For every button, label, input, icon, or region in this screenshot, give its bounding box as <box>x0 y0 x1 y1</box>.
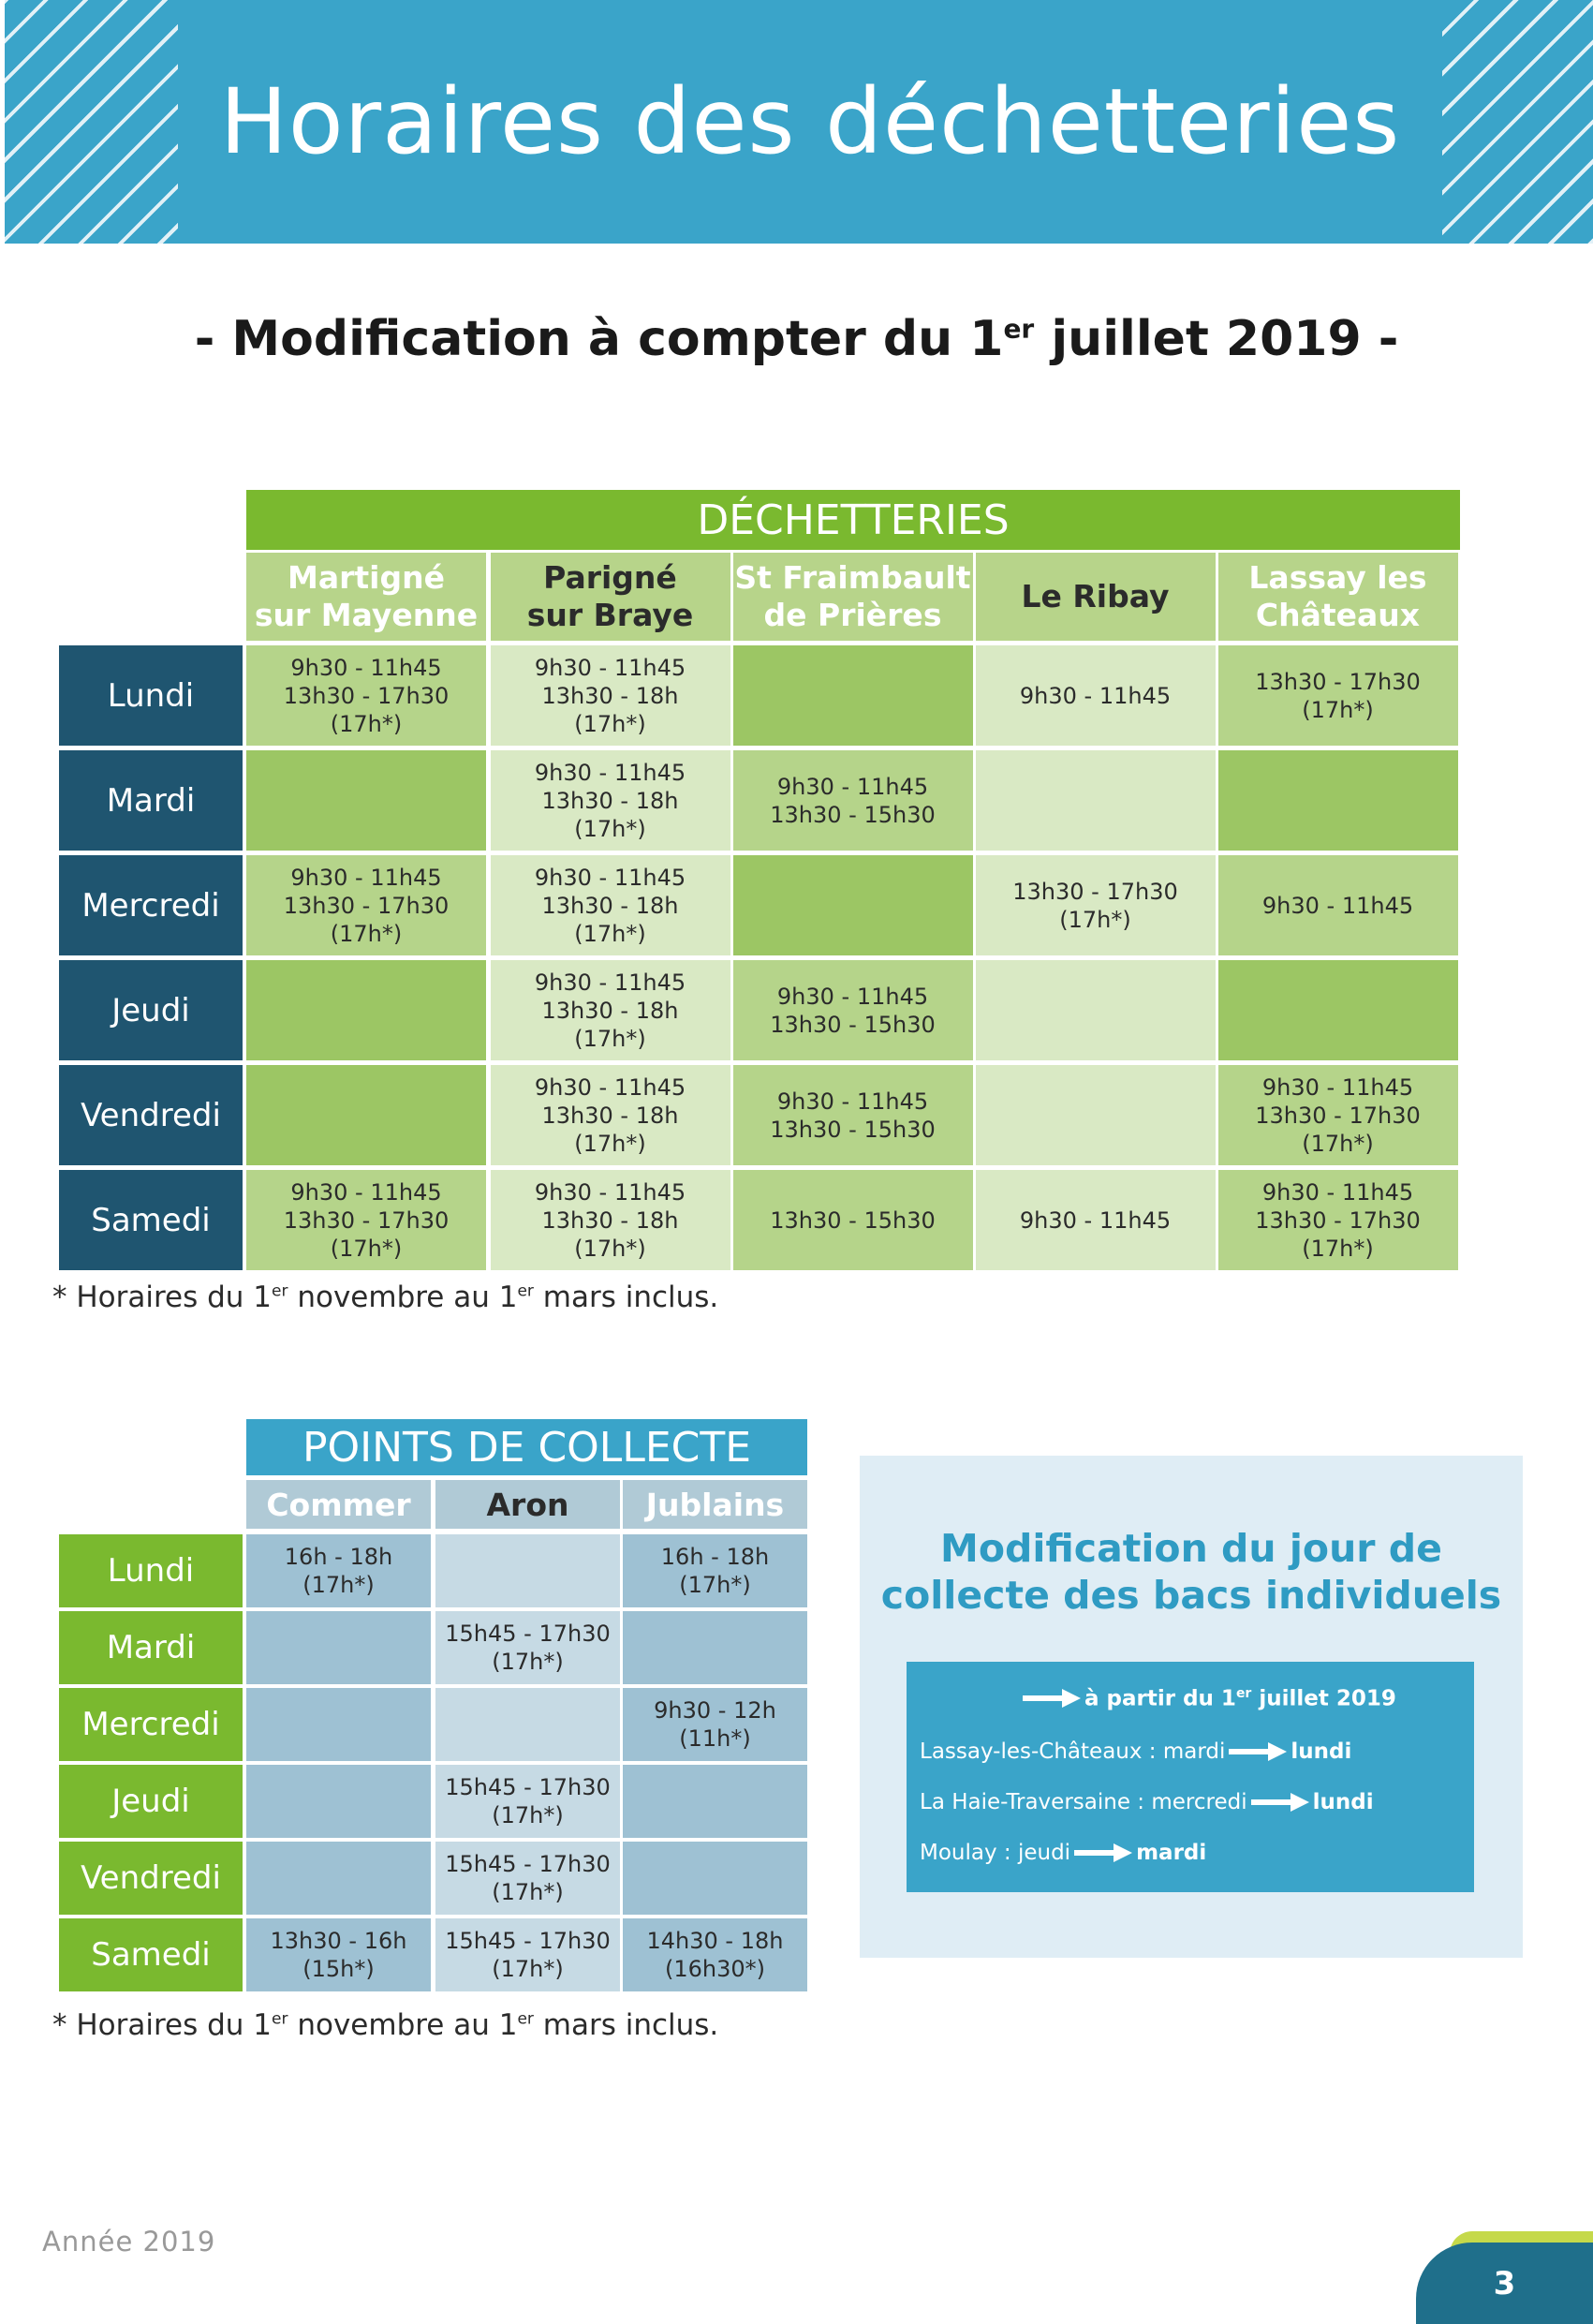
collecte-cell <box>246 1765 431 1838</box>
collecte-hours: 9h30 - 12h (11h*) <box>654 1697 776 1752</box>
collecte-cell <box>623 1688 807 1761</box>
row-day-lundi <box>59 645 243 746</box>
schedule-hours: 9h30 - 11h45 13h30 - 17h30 (17h*) <box>1255 1178 1421 1262</box>
schedule-cell <box>976 645 1216 746</box>
column-header-1 <box>246 553 486 641</box>
schedule-hours: 9h30 - 11h45 13h30 - 18h (17h*) <box>534 1073 686 1157</box>
arrow-right-icon <box>1074 1843 1132 1862</box>
schedule-cell <box>976 1065 1216 1165</box>
schedule-hours: 9h30 - 11h45 13h30 - 17h30 (17h*) <box>283 1178 450 1262</box>
subtitle: - Modification à compter du 1er juillet 2019 - <box>194 311 1399 367</box>
schedule-cell <box>1218 750 1458 851</box>
info-change-new-day: mardi <box>1136 1841 1207 1865</box>
column-header-3-text: St Fraimbault de Prières <box>734 559 971 633</box>
column-header-5-text: Lassay les Châteaux <box>1248 559 1427 633</box>
arrow-right-icon <box>1023 1689 1081 1708</box>
schedule-cell <box>246 1065 486 1165</box>
row-day-mardi-text: Mardi <box>106 781 196 820</box>
collecte-day-jeudi-text: Jeudi <box>111 1783 190 1820</box>
collecte-cell <box>623 1918 807 1991</box>
schedule-cell <box>976 1170 1216 1270</box>
info-change-line <box>920 1841 1206 1865</box>
schedule-hours: 9h30 - 11h45 13h30 - 18h (17h*) <box>534 759 686 842</box>
collecte-cell <box>435 1611 620 1684</box>
schedule-hours: 9h30 - 11h45 13h30 - 18h (17h*) <box>534 1178 686 1262</box>
collecte-day-mercredi-text: Mercredi <box>81 1706 220 1743</box>
schedule-cell <box>246 960 486 1060</box>
collecte-hours: 15h45 - 17h30 (17h*) <box>445 1774 611 1828</box>
collecte-cell <box>623 1765 807 1838</box>
row-day-mercredi-text: Mercredi <box>81 886 220 925</box>
schedule-hours: 9h30 - 11h45 13h30 - 18h (17h*) <box>534 654 686 737</box>
row-day-mercredi <box>59 855 243 955</box>
collecte-cell <box>435 1688 620 1761</box>
schedule-cell <box>491 960 730 1060</box>
dechetteries-title-text: DÉCHETTERIES <box>697 496 1010 544</box>
schedule-hours: 9h30 - 11h45 13h30 - 15h30 <box>770 1088 936 1143</box>
schedule-hours: 9h30 - 11h45 <box>1019 1206 1172 1234</box>
schedule-cell <box>733 1065 973 1165</box>
schedule-cell <box>976 855 1216 955</box>
collecte-hours: 15h45 - 17h30 (17h*) <box>445 1928 611 1982</box>
collecte-cell <box>246 1918 431 1991</box>
collecte-cell <box>623 1534 807 1607</box>
collecte-cell <box>623 1842 807 1915</box>
collecte-hours: 16h - 18h (17h*) <box>284 1544 393 1598</box>
row-day-jeudi-text: Jeudi <box>111 991 190 1029</box>
schedule-cell <box>1218 645 1458 746</box>
collecte-day-mardi <box>59 1611 243 1684</box>
collecte-cell <box>246 1842 431 1915</box>
row-day-vendredi-text: Vendredi <box>81 1096 221 1134</box>
collecte-day-vendredi-text: Vendredi <box>81 1859 221 1897</box>
schedule-cell <box>246 750 486 851</box>
collecte-cell <box>435 1534 620 1607</box>
schedule-cell <box>976 750 1216 851</box>
info-heading: à partir du 1er juillet 2019 <box>1019 1686 1396 1711</box>
row-day-samedi-text: Samedi <box>91 1201 211 1239</box>
schedule-hours: 9h30 - 11h45 13h30 - 15h30 <box>770 983 936 1038</box>
points-collecte-note: * Horaires du 1er novembre au 1er mars inclus. <box>52 2008 719 2042</box>
schedule-cell <box>491 1170 730 1270</box>
column-header-4-text: Le Ribay <box>1021 578 1170 614</box>
schedule-hours: 13h30 - 15h30 <box>770 1206 936 1234</box>
collecte-day-vendredi <box>59 1842 243 1915</box>
column-header-2 <box>491 553 730 641</box>
info-change-place: Moulay : jeudi <box>920 1841 1071 1865</box>
schedule-hours: 9h30 - 11h45 13h30 - 17h30 (17h*) <box>283 654 450 737</box>
schedule-hours: 13h30 - 17h30 (17h*) <box>1255 668 1421 723</box>
schedule-cell <box>491 750 730 851</box>
schedule-cell <box>246 645 486 746</box>
page-title: Horaires des déchetteries <box>219 69 1401 174</box>
collecte-day-samedi-text: Samedi <box>91 1936 211 1974</box>
column-header-5 <box>1218 553 1458 641</box>
collecte-day-mercredi <box>59 1688 243 1761</box>
collecte-day-mardi-text: Mardi <box>106 1629 196 1666</box>
schedule-cell <box>733 645 973 746</box>
schedule-cell <box>976 960 1216 1060</box>
schedule-hours: 9h30 - 11h45 <box>1019 682 1172 709</box>
info-title: Modification du jour de collecte des bacs individuels <box>880 1526 1502 1618</box>
schedule-cell <box>246 855 486 955</box>
collecte-cell <box>246 1611 431 1684</box>
schedule-cell <box>733 1170 973 1270</box>
collecte-cell <box>246 1688 431 1761</box>
schedule-cell <box>491 1065 730 1165</box>
info-change-place: La Haie-Traversaine : mercredi <box>920 1790 1247 1814</box>
footer-year: Année 2019 <box>42 2226 216 2257</box>
schedule-cell <box>1218 855 1458 955</box>
schedule-cell <box>246 1170 486 1270</box>
schedule-cell <box>733 855 973 955</box>
column-header-3 <box>733 553 973 641</box>
schedule-hours: 9h30 - 11h45 13h30 - 18h (17h*) <box>534 864 686 947</box>
schedule-hours: 13h30 - 17h30 (17h*) <box>1012 878 1178 933</box>
collecte-day-jeudi <box>59 1765 243 1838</box>
collecte-cell <box>435 1842 620 1915</box>
schedule-hours: 9h30 - 11h45 13h30 - 17h30 (17h*) <box>283 864 450 947</box>
points-collecte-title <box>246 1419 807 1475</box>
column-header-commer <box>246 1480 431 1529</box>
row-day-vendredi <box>59 1065 243 1165</box>
collecte-hours: 15h45 - 17h30 (17h*) <box>445 1851 611 1905</box>
schedule-cell <box>1218 1065 1458 1165</box>
info-change-line <box>920 1739 1351 1764</box>
schedule-cell <box>1218 960 1458 1060</box>
dechetteries-title <box>246 490 1460 550</box>
schedule-cell <box>733 750 973 851</box>
header-title-box <box>178 0 1442 244</box>
column-header-4 <box>976 553 1216 641</box>
arrow-right-icon <box>1229 1742 1287 1761</box>
info-change-place: Lassay-les-Châteaux : mardi <box>920 1739 1226 1764</box>
column-header-jublains-text: Jublains <box>645 1486 785 1523</box>
collecte-cell <box>435 1765 620 1838</box>
page-number: 3 <box>1416 2243 1593 2324</box>
arrow-right-icon <box>1251 1793 1309 1812</box>
row-day-mardi <box>59 750 243 851</box>
points-collecte-title-text: POINTS DE COLLECTE <box>302 1423 752 1472</box>
collecte-hours: 14h30 - 18h (16h30*) <box>646 1928 784 1982</box>
collecte-cell <box>623 1611 807 1684</box>
schedule-hours: 9h30 - 11h45 13h30 - 18h (17h*) <box>534 969 686 1052</box>
schedule-cell <box>1218 1170 1458 1270</box>
collecte-day-lundi <box>59 1534 243 1607</box>
row-day-samedi <box>59 1170 243 1270</box>
schedule-hours: 9h30 - 11h45 <box>1261 892 1414 919</box>
schedule-cell <box>491 645 730 746</box>
column-header-2-text: Parigné sur Braye <box>526 559 694 633</box>
collecte-day-lundi-text: Lundi <box>107 1552 195 1590</box>
collecte-hours: 13h30 - 16h (15h*) <box>270 1928 407 1982</box>
collecte-day-samedi <box>59 1918 243 1991</box>
collecte-cell <box>246 1534 431 1607</box>
column-header-aron <box>435 1480 620 1529</box>
info-change-new-day: lundi <box>1312 1790 1374 1814</box>
schedule-cell <box>491 855 730 955</box>
schedule-hours: 9h30 - 11h45 13h30 - 15h30 <box>770 773 936 828</box>
collecte-hours: 15h45 - 17h30 (17h*) <box>445 1621 611 1675</box>
column-header-aron-text: Aron <box>486 1486 569 1523</box>
collecte-hours: 16h - 18h (17h*) <box>660 1544 770 1598</box>
info-change-line <box>920 1790 1374 1814</box>
dechetteries-note: * Horaires du 1er novembre au 1er mars inclus. <box>52 1280 719 1314</box>
schedule-cell <box>733 960 973 1060</box>
column-header-commer-text: Commer <box>266 1486 411 1523</box>
column-header-1-text: Martigné sur Mayenne <box>254 559 479 633</box>
info-change-new-day: lundi <box>1291 1739 1352 1764</box>
collecte-cell <box>435 1918 620 1991</box>
column-header-jublains <box>623 1480 807 1529</box>
schedule-hours: 9h30 - 11h45 13h30 - 17h30 (17h*) <box>1255 1073 1421 1157</box>
row-day-lundi-text: Lundi <box>107 676 195 715</box>
row-day-jeudi <box>59 960 243 1060</box>
